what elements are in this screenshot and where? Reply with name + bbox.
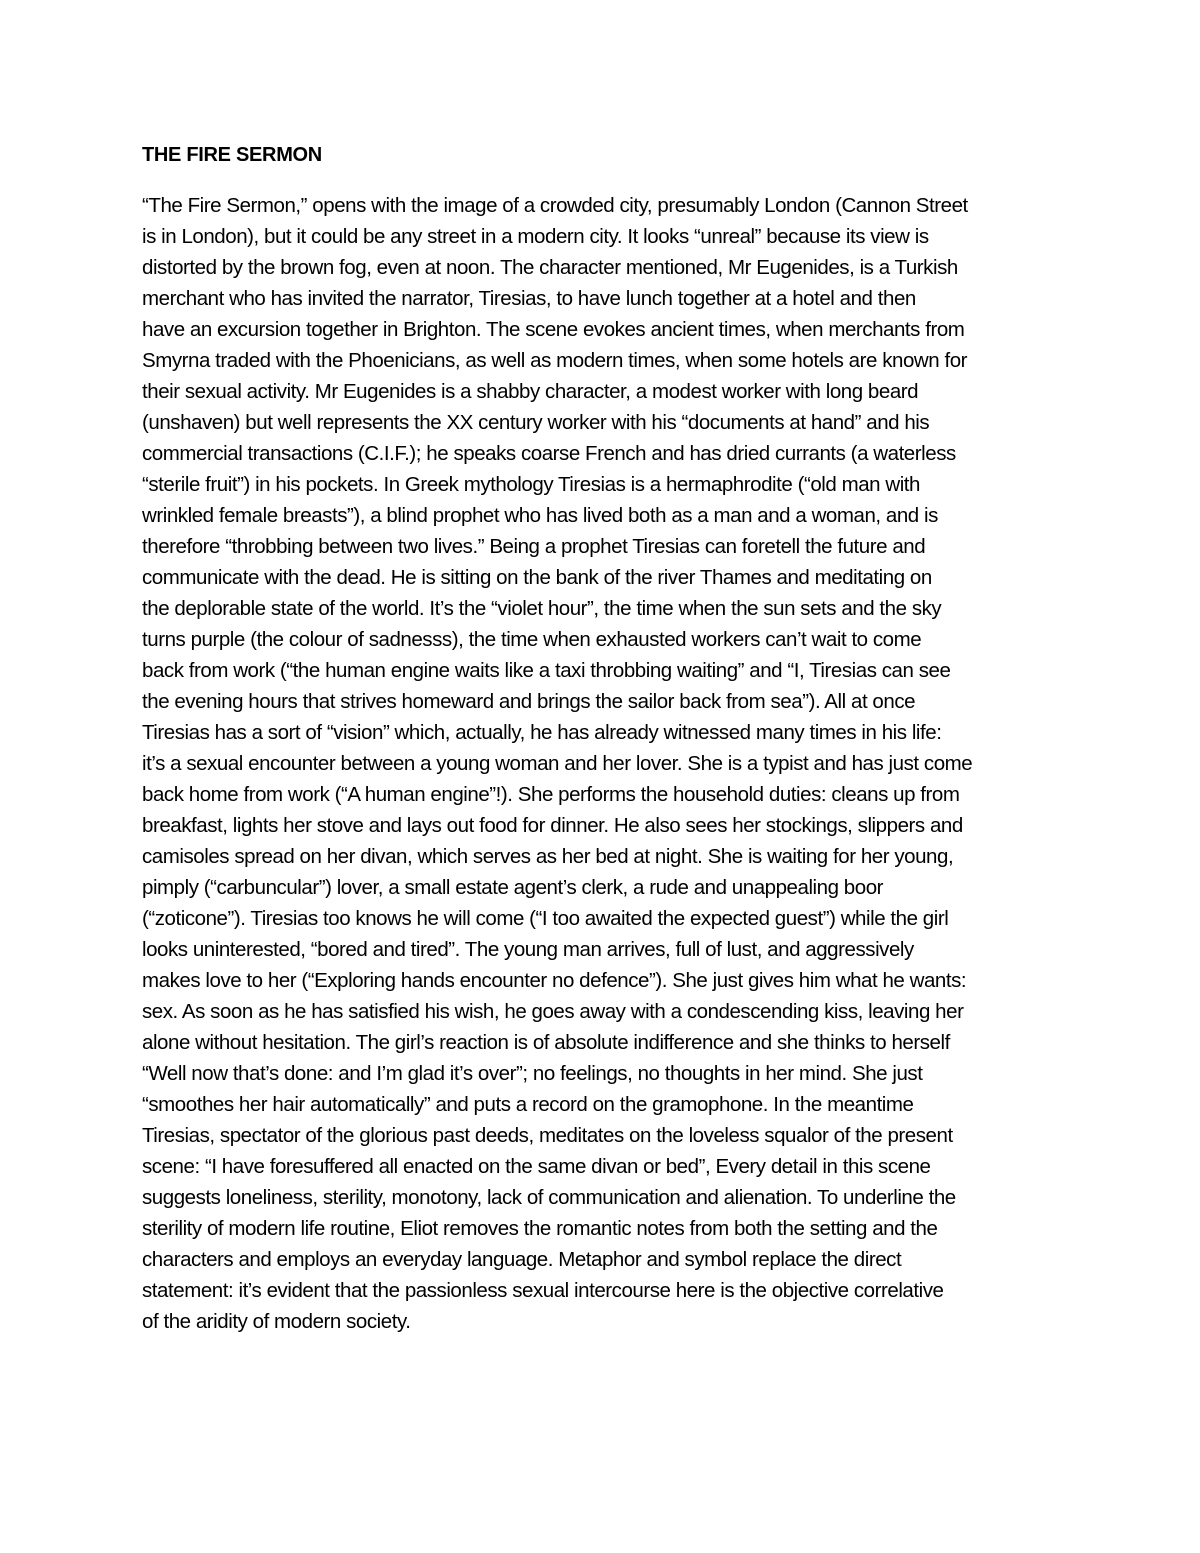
body-line: turns purple (the colour of sadnesss), the time when exhausted workers can’t wait to come — [142, 628, 922, 651]
body-line: suggests loneliness, sterility, monotony, lack of communication and alienation. To underline the — [142, 1186, 956, 1209]
body-line: (“zoticone”). Tiresias too knows he will come (“I too awaited the expected guest”) while the girl — [142, 907, 949, 930]
body-line: camisoles spread on her divan, which serves as her bed at night. She is waiting for her young, — [142, 845, 954, 868]
body-line: is in London), but it could be any street in a modern city. It looks “unreal” because its view is — [142, 225, 929, 248]
body-line: characters and employs an everyday language. Metaphor and symbol replace the direct — [142, 1248, 902, 1271]
body-line: Tiresias has a sort of “vision” which, actually, he has already witnessed many times in his life: — [142, 721, 942, 744]
body-line: sterility of modern life routine, Eliot removes the romantic notes from both the setting and the — [142, 1217, 938, 1240]
body-line: wrinkled female breasts”), a blind prophet who has lived both as a man and a woman, and is — [142, 504, 938, 527]
body-line: statement: it’s evident that the passionless sexual intercourse here is the objective correlative — [142, 1279, 944, 1302]
body-line: looks uninterested, “bored and tired”. The young man arrives, full of lust, and aggressively — [142, 938, 914, 961]
body-line: of the aridity of modern society. — [142, 1310, 411, 1333]
body-line: merchant who has invited the narrator, Tiresias, to have lunch together at a hotel and then — [142, 287, 916, 310]
body-line: communicate with the dead. He is sitting on the bank of the river Thames and meditating on — [142, 566, 932, 589]
body-line: sex. As soon as he has satisfied his wish, he goes away with a condescending kiss, leaving her — [142, 1000, 964, 1023]
body-line: scene: “I have foresuffered all enacted on the same divan or bed”, Every detail in this scene — [142, 1155, 931, 1178]
body-line: Tiresias, spectator of the glorious past deeds, meditates on the loveless squalor of the present — [142, 1124, 953, 1147]
body-line: commercial transactions (C.I.F.); he speaks coarse French and has dried currants (a waterless — [142, 442, 956, 465]
body-line: have an excursion together in Brighton. The scene evokes ancient times, when merchants from — [142, 318, 965, 341]
body-line: the evening hours that strives homeward and brings the sailor back from sea”). All at once — [142, 690, 916, 713]
body-line: “The Fire Sermon,” opens with the image of a crowded city, presumably London (Cannon Street — [142, 194, 968, 217]
body-line: makes love to her (“Exploring hands encounter no defence”). She just gives him what he wants: — [142, 969, 967, 992]
document-title: THE FIRE SERMON — [142, 144, 322, 166]
body-line: pimply (“carbuncular”) lover, a small estate agent’s clerk, a rude and unappealing boor — [142, 876, 884, 899]
body-line: distorted by the brown fog, even at noon. The character mentioned, Mr Eugenides, is a Turkish — [142, 256, 958, 279]
body-line: therefore “throbbing between two lives.” Being a prophet Tiresias can foretell the future and — [142, 535, 926, 558]
body-line: it’s a sexual encounter between a young woman and her lover. She is a typist and has just come — [142, 752, 973, 775]
body-line: back from work (“the human engine waits like a taxi throbbing waiting” and “I, Tiresias can see — [142, 659, 951, 682]
body-line: “sterile fruit”) in his pockets. In Greek mythology Tiresias is a hermaphrodite (“old man with — [142, 473, 921, 496]
body-line: breakfast, lights her stove and lays out food for dinner. He also sees her stockings, slippers and — [142, 814, 963, 837]
body-line: Smyrna traded with the Phoenicians, as well as modern times, when some hotels are known for — [142, 349, 968, 372]
body-line: “Well now that’s done: and I’m glad it’s over”; no feelings, no thoughts in her mind. She just — [142, 1062, 923, 1085]
body-line: “smoothes her hair automatically” and puts a record on the gramophone. In the meantime — [142, 1093, 914, 1116]
body-line: back home from work (“A human engine”!). She performs the household duties: cleans up from — [142, 783, 960, 806]
body-line: their sexual activity. Mr Eugenides is a shabby character, a modest worker with long beard — [142, 380, 919, 403]
body-line: (unshaven) but well represents the XX century worker with his “documents at hand” and his — [142, 411, 930, 434]
body-line: the deplorable state of the world. It’s the “violet hour”, the time when the sun sets and the sky — [142, 597, 942, 620]
body-line: alone without hesitation. The girl’s reaction is of absolute indifference and she thinks to herself — [142, 1031, 950, 1054]
document-body — [142, 190, 1072, 1337]
